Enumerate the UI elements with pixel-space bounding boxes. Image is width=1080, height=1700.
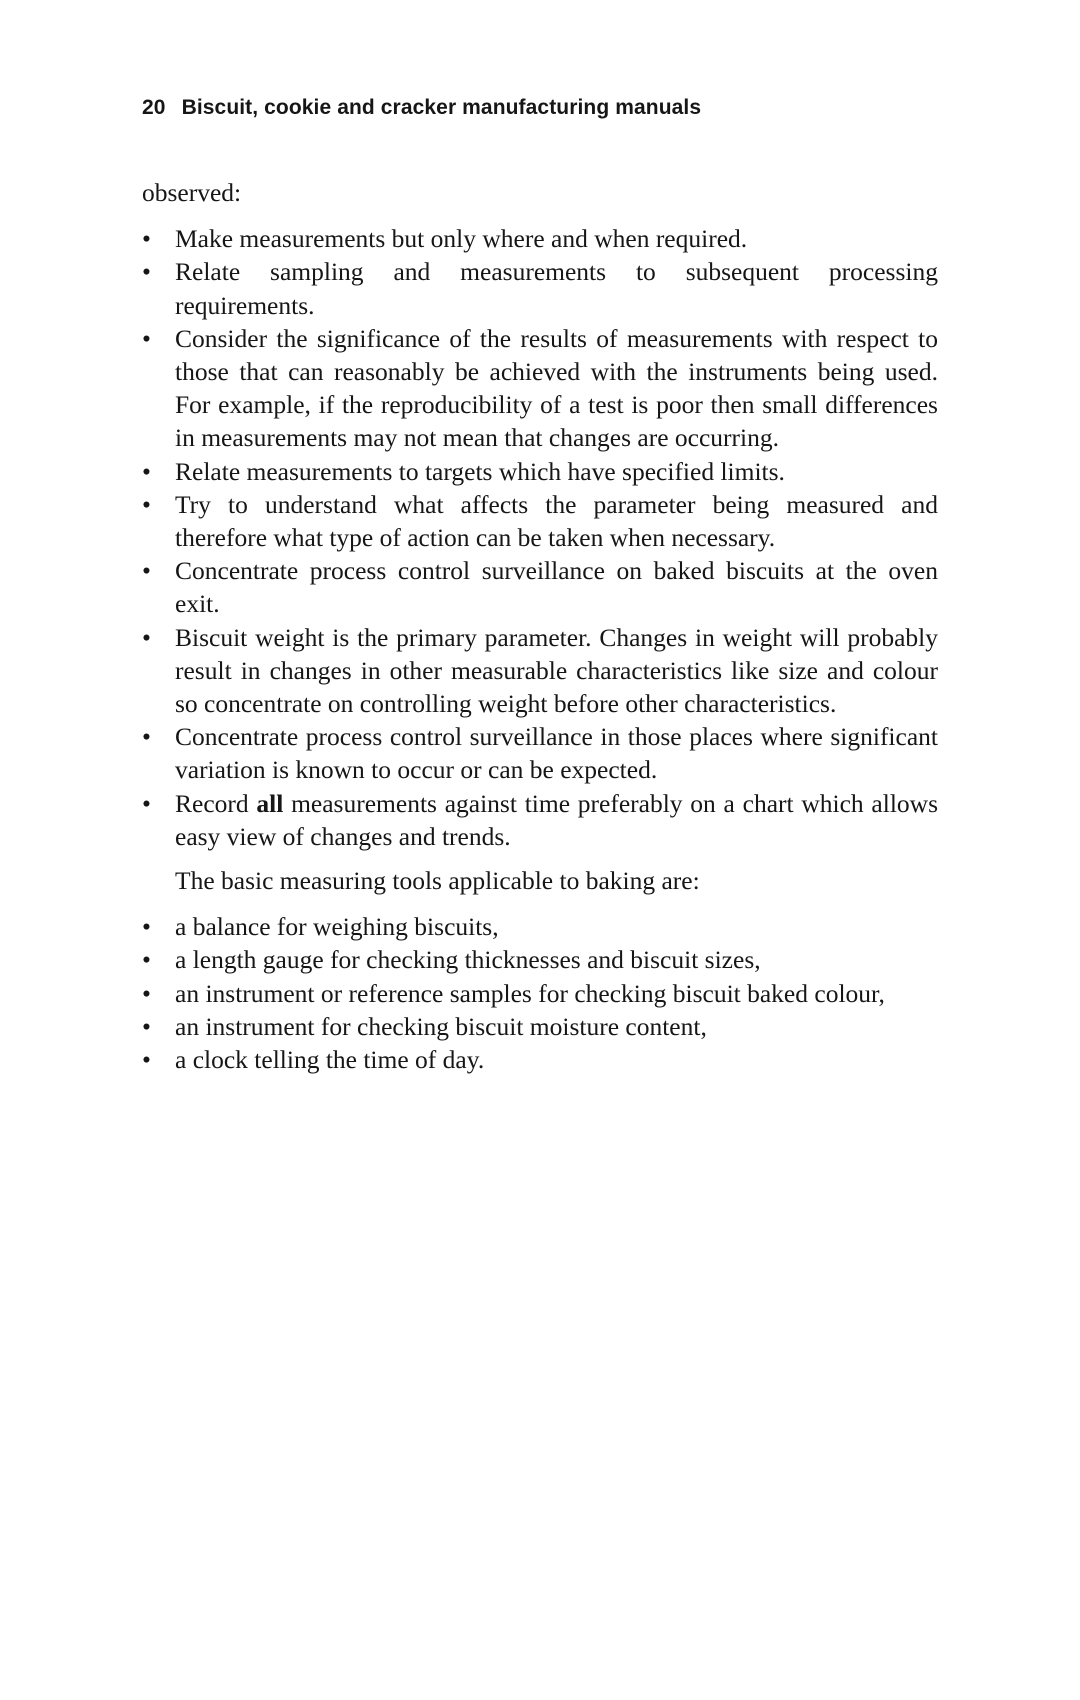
bullet-icon: • — [142, 622, 151, 652]
list-item-text: an instrument or reference samples for checking biscuit baked colour, — [175, 978, 885, 1008]
page-number: 20 — [142, 96, 166, 119]
bullet-icon: • — [142, 722, 151, 752]
lead-text: observed: — [142, 178, 242, 207]
list-item-text: Make measurements but only where and when required. — [175, 224, 748, 254]
list-item-text-before: Record — [175, 788, 257, 818]
list-item — [142, 720, 938, 786]
bullet-icon: • — [142, 945, 151, 975]
list-item — [142, 1043, 938, 1076]
list-item-text: Concentrate process control surveillance in those places where significant variation is known to occur or can be expected. — [175, 722, 938, 785]
list-item — [142, 910, 938, 943]
bullet-icon: • — [142, 323, 151, 353]
book-title: Biscuit, cookie and cracker manufacturing manuals — [181, 96, 702, 119]
list-item — [142, 554, 938, 620]
bullet-icon: • — [142, 912, 151, 942]
list-item — [142, 621, 938, 721]
bullet-icon: • — [142, 1045, 151, 1075]
list-item — [142, 943, 938, 976]
list-item-text: Relate measurements to targets which have specified limits. — [175, 456, 785, 486]
bullet-icon: • — [142, 788, 151, 818]
list-item-text: Consider the significance of the results of measurements with respect to those that can reasonably be achieved with the instruments being used. For example, if the reproducibility of a test is poor then small differences in measurements may not mean that changes are occurring. — [175, 323, 938, 453]
tools-list — [142, 910, 938, 1076]
bullet-icon: • — [142, 489, 151, 519]
list-item-text: Concentrate process control surveillance on baked biscuits at the oven exit. — [175, 556, 938, 619]
bullet-icon: • — [142, 224, 151, 254]
list-item-text-after: measurements against time preferably on a chart which allows easy view of changes and trends. — [175, 788, 939, 851]
body-text — [142, 176, 938, 1076]
list-item — [142, 222, 938, 255]
list-item-text: a balance for weighing biscuits, — [175, 912, 499, 942]
list-item-text: a length gauge for checking thicknesses and biscuit sizes, — [175, 945, 761, 975]
tools-intro: The basic measuring tools applicable to baking are: — [175, 866, 700, 896]
list-item — [142, 787, 938, 853]
guidelines-list — [142, 222, 938, 853]
list-item — [142, 455, 938, 488]
list-item — [142, 322, 938, 455]
list-item — [142, 488, 938, 554]
bullet-icon: • — [142, 978, 151, 1008]
emphasis-all: all — [256, 788, 284, 818]
list-item-text: a clock telling the time of day. — [175, 1045, 485, 1075]
list-item-text: an instrument for checking biscuit moisture content, — [175, 1011, 707, 1041]
list-item-text: Biscuit weight is the primary parameter. Changes in weight will probably result in changes in other measurable characteristics like size and colour so concentrate on controlling weight before other characteristics. — [175, 622, 938, 719]
list-item-text: Try to understand what affects the parameter being measured and therefore what type of action can be taken when necessary. — [175, 489, 938, 553]
bullet-icon: • — [142, 257, 151, 287]
bullet-icon: • — [142, 556, 151, 586]
list-item — [142, 977, 938, 1010]
list-item-text: Relate sampling and measurements to subsequent processing requirements. — [175, 257, 938, 320]
list-item — [142, 255, 938, 321]
list-item — [142, 1010, 938, 1043]
running-head — [142, 96, 701, 120]
bullet-icon: • — [142, 1011, 151, 1041]
bullet-icon: • — [142, 456, 151, 486]
